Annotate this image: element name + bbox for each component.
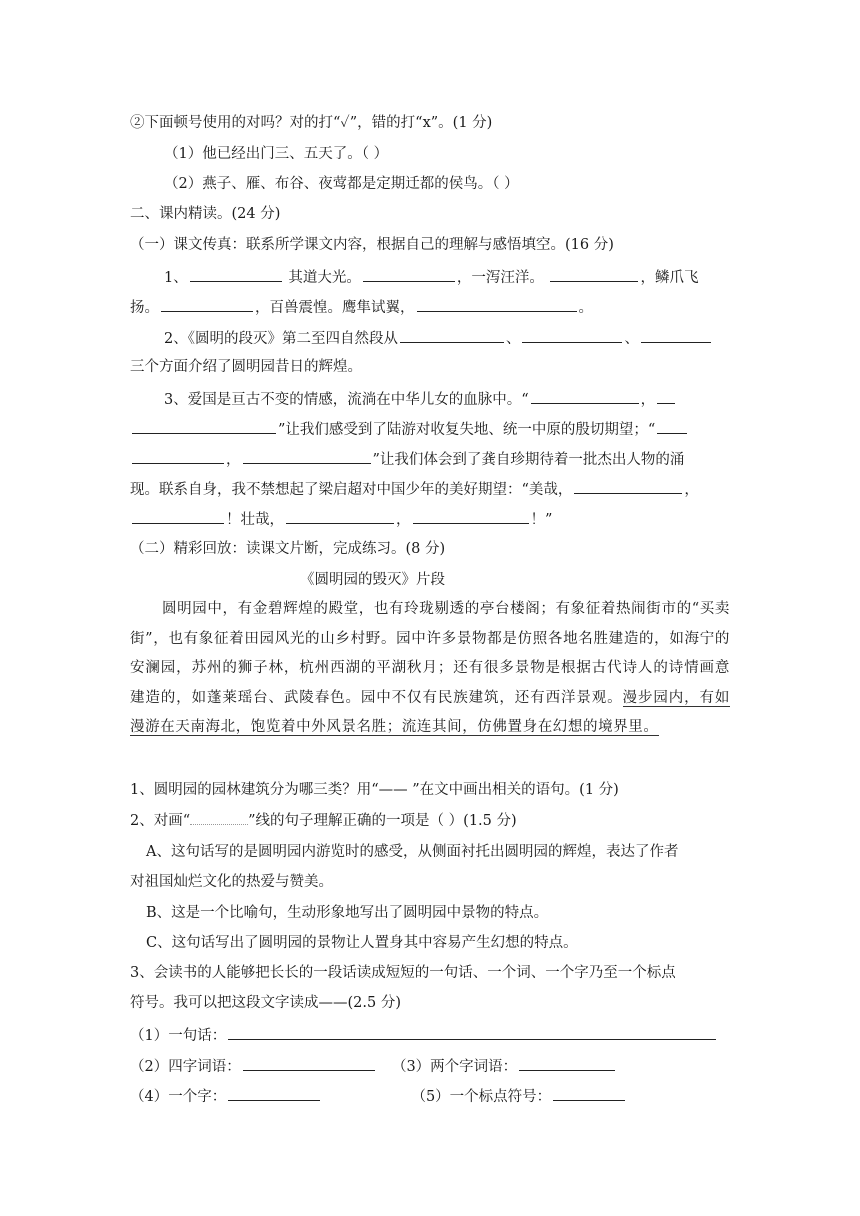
sub-answer-1-blank[interactable] (228, 1024, 716, 1040)
q3-text-e: ”让我们体会到了龚自珍期待着一批杰出人物的涌 (372, 452, 685, 468)
q1-text-f: ，百兽震惶。鹰隼试翼， (255, 300, 415, 316)
q3-blank-1[interactable] (531, 388, 639, 404)
sub-answer-2-blank[interactable] (243, 1055, 375, 1071)
q1-blank-3[interactable] (550, 266, 638, 282)
sub-answer-1 (130, 1024, 730, 1046)
passage-question-1: 1、圆明园的园林建筑分为哪三类？用“—— ”在文中画出相关的语句。(1 分) (130, 782, 619, 798)
part-1-title: （一）课文传真：联系所学课文内容，根据自己的理解与感悟填空。(16 分) (130, 237, 614, 253)
part-2-title: （二）精彩回放：读课文片断，完成练习。(8 分) (130, 541, 446, 557)
q1-text-d: ，鳞爪飞 (640, 270, 699, 286)
sub-answer-2-3 (130, 1055, 730, 1077)
question-dun-item-2: （2）燕子、雁、布谷、夜莺都是定期迁都的侯鸟。（ ） (164, 176, 519, 192)
q3-blank-7[interactable] (286, 508, 394, 524)
passage-underlined: 漫步园内，有如漫游在天南海北，饱览着中外风景名胜；流连其间，仿佛置身在幻想的境界里。 (130, 689, 730, 736)
passage-question-2 (130, 811, 730, 831)
question-dun-item-1: （1）他已经出门三、五天了。（ ） (164, 146, 389, 162)
option-c: C、这句话写出了圆明园的景物让人置身其中容易产生幻想的特点。 (146, 935, 578, 951)
q3-blank-6[interactable] (132, 508, 224, 524)
q1-text-e: 扬。 (130, 300, 159, 316)
q3-blank-2[interactable] (132, 418, 276, 434)
sub-answer-5-label: （5）一个标点符号： (411, 1089, 552, 1105)
sub-answer-5-blank[interactable] (553, 1085, 625, 1101)
q1-blank-5[interactable] (417, 296, 577, 312)
option-b: B、这是一个比喻句，生动形象地写出了圆明园中景物的特点。 (146, 905, 549, 921)
question-dun-head: ②下面顿号使用的对吗？对的打“✓”，错的打“x”。(1 分) (130, 115, 493, 131)
passage-question-3-line-1: 3、会读书的人能够把长长的一段话读成短短的一句话、一个词、一个字乃至一个标点 (130, 965, 676, 981)
section-2-title: 二、课内精读。(24 分) (130, 206, 281, 222)
sub-answer-3-label: （3）两个字词语： (391, 1059, 518, 1075)
q2-blank-3[interactable] (641, 327, 711, 343)
q2-sep-1: 、 (505, 331, 521, 347)
q3-blank-3[interactable] (657, 418, 687, 434)
q3-line-5 (130, 508, 730, 530)
q3-text-h: ！壮哉， (226, 512, 284, 528)
q3-blank-5[interactable] (574, 478, 682, 494)
q3-line-1 (164, 388, 764, 410)
sub-answer-3-blank[interactable] (519, 1055, 615, 1071)
q1-number: 1、 (164, 270, 188, 286)
passage-title: 《圆明园的毁灭》片段 (300, 572, 445, 588)
q1-text-g: 。 (578, 300, 593, 316)
q3-text-j: ！” (530, 512, 553, 528)
passage-plain: 圆明园中，有金碧辉煌的殿堂，也有玲珑剔透的亭台楼阁；有象征着热闹街市的“买卖街”，也有象征着田园风光的山乡村野。园中许多景物都是仿照各地名胜建造的，如海宁的安澜园，苏州的狮子林，杭州西湖的平湖秋月；还有很多景物是根据古代诗人的诗情画意建造的，如蓬莱瑶台、武陵春色。园中不仅有民族建筑，还有西洋景观。 (130, 601, 730, 706)
q2-blank-2[interactable] (522, 327, 622, 343)
q3-text-c: ”让我们感受到了陆游对收复失地、统一中原的殷切期望；“ (278, 422, 656, 438)
q2-line-1 (164, 327, 764, 349)
q1-blank-2[interactable] (363, 266, 455, 282)
q3-blank-8[interactable] (413, 508, 529, 524)
q3-text-i: ， (396, 512, 411, 528)
q2-text-a: 2、《圆明的段灭》第二至四自然段从 (164, 331, 398, 347)
q1-text-c: ，一泻汪洋。 (456, 270, 544, 286)
q1-blank-4[interactable] (161, 296, 253, 312)
q1-line-1 (164, 266, 764, 288)
sub-answer-4-5 (130, 1085, 730, 1107)
q3-text-d: ， (226, 452, 241, 468)
q2-sep-2: 、 (624, 331, 639, 347)
q3-text-b: ， (640, 392, 656, 408)
sub-answer-1-label: （1）一句话： (130, 1028, 227, 1044)
q1-blank-1[interactable] (190, 266, 282, 282)
passage-body (130, 595, 730, 743)
q2-blank-1[interactable] (400, 327, 504, 343)
pq2-text-b: ”线的句子理解正确的一项是（ ）(1.5 分) (248, 813, 517, 829)
q3-text-a: 3、爱国是亘古不变的情感，流淌在中华儿女的血脉中。“ (164, 392, 529, 408)
sub-answer-4-label: （4）一个字： (130, 1089, 227, 1105)
q3-text-f: 现。联系自身，我不禁想起了梁启超对中国少年的美好期望：“美哉， (130, 482, 573, 498)
q3-blank-4[interactable] (243, 448, 371, 464)
q1-line-2 (130, 296, 730, 318)
q3-line-4 (130, 478, 730, 500)
pq2-text-a: 2、对画“ (130, 813, 191, 829)
wavy-underline-sample (190, 816, 248, 825)
q3-text-g: ， (684, 482, 699, 498)
sub-answer-4-blank[interactable] (228, 1085, 320, 1101)
option-a-line-1: A、这句话写的是圆明园内游览时的感受，从侧面衬托出圆明园的辉煌，表达了作者 (146, 844, 679, 860)
q3-blank-3b[interactable] (132, 448, 224, 464)
passage-question-3-line-2: 符号。我可以把这段文字读成——(2.5 分) (130, 995, 401, 1011)
q3-blank-1b[interactable] (657, 388, 675, 404)
q2-line-2: 三个方面介绍了圆明园昔日的辉煌。 (130, 359, 362, 375)
sub-answer-2-label: （2）四字词语： (130, 1059, 241, 1075)
q3-line-2 (130, 418, 730, 440)
q3-line-3 (130, 448, 730, 470)
q1-text-b: 其道大光。 (288, 270, 361, 286)
option-a-line-2: 对祖国灿烂文化的热爱与赞美。 (130, 874, 333, 890)
